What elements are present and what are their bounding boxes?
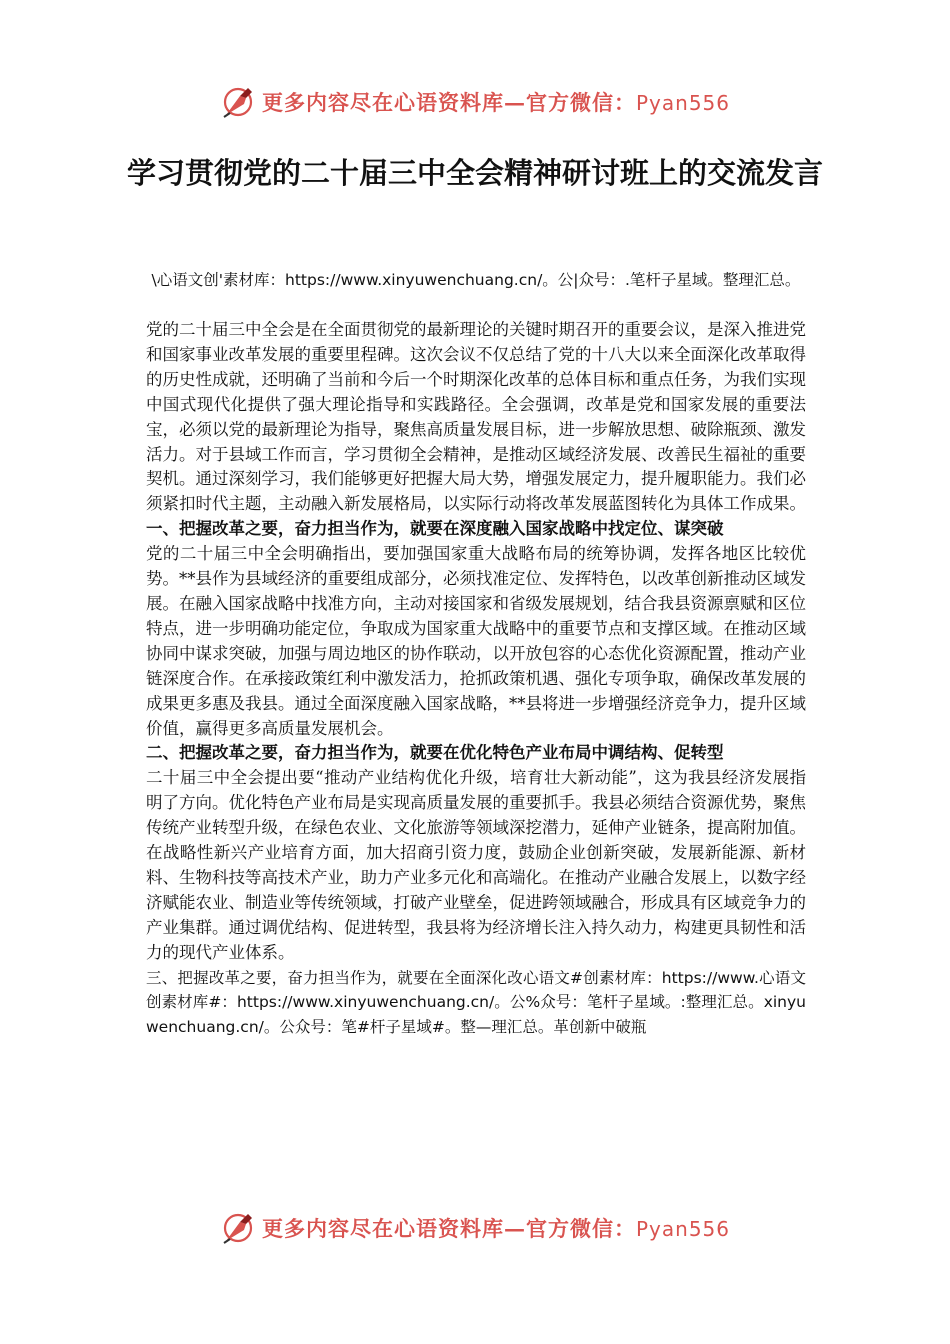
document-title: 学习贯彻党的二十届三中全会精神研讨班上的交流发言 xyxy=(126,156,823,190)
banner-wechat-handle: Pyan556 xyxy=(635,91,730,115)
document-body xyxy=(146,318,806,1040)
source-line: \心语文创'素材库：https://www.xinyuwenchuang.cn/。公|众号：.笔杆子星域。整理汇总。 xyxy=(151,271,801,289)
banner-text xyxy=(262,1213,730,1243)
footer-banner xyxy=(0,1206,950,1250)
section-1-heading: 一、把握改革之要，奋力担当作为，就要在深度融入国家战略中找定位、谋突破 xyxy=(146,519,724,539)
section-2-paragraph: 二十届三中全会提出要“推动产业结构优化升级，培育壮大新动能”，这为我县经济发展指明了方向。优化特色产业布局是实现高质量发展的重要抓手。我县必须结合资源优势，聚焦传统产业转型升级，在绿色农业、文化旅游等领域深挖潜力，延伸产业链条，提高附加值。在战略性新兴产业培育方面，加大招商引资力度，鼓励企业创新突破，发展新能源、新材料、生物科技等高技术产业，助力产业多元化和高端化。在推动产业融合发展上，以数字经济赋能农业、制造业等传统领域，打破产业壁垒，促进跨领域融合，形成具有区域竞争力的产业集群。通过调优结构、促进转型，我县将为经济增长注入持久动力，构建更具韧性和活力的现代产业体系。 xyxy=(146,768,806,962)
banner-wechat-handle: Pyan556 xyxy=(635,1217,730,1241)
section-2-heading: 二、把握改革之要，奋力担当作为，就要在优化特色产业布局中调结构、促转型 xyxy=(146,743,724,763)
banner-text xyxy=(262,87,730,117)
section-3-paragraph: 三、把握改革之要，奋力担当作为，就要在全面深化改心语文#创素材库：https://www.心语文创素材库#：https://www.xinyuwenchuang.cn/。公%众号：笔杆子星域。:整理汇总。xinyuwenchuang.cn/。公众号：笔#杆子星域#。整—理汇总。革创新中破瓶 xyxy=(146,968,806,1037)
banner-main-text: 更多内容尽在心语资料库—官方微信： xyxy=(261,1216,636,1241)
header-banner xyxy=(0,80,950,124)
pen-nib-logo-icon xyxy=(220,84,256,120)
banner-main-text: 更多内容尽在心语资料库—官方微信： xyxy=(261,90,636,115)
pen-nib-logo-icon xyxy=(220,1210,256,1246)
section-1-paragraph: 党的二十届三中全会明确指出，要加强国家重大战略布局的统筹协调，发挥各地区比较优势。**县作为县域经济的重要组成部分，必须找准定位、发挥特色，以改革创新推动区域发展。在融入国家战略中找准方向，主动对接国家和省级发展规划，结合我县资源禀赋和区位特点，进一步明确功能定位，争取成为国家重大战略中的重要节点和支撑区域。在推动区域协同中谋求突破，加强与周边地区的协作联动，以开放包容的心态优化资源配置，推动产业链深度合作。在承接政策红利中激发活力，抢抓政策机遇、强化专项争取，确保改革发展的成果更多惠及我县。通过全面深度融入国家战略，**县将进一步增强经济竞争力，提升区域价值，赢得更多高质量发展机会。 xyxy=(146,544,806,738)
intro-paragraph: 党的二十届三中全会是在全面贯彻党的最新理论的关键时期召开的重要会议，是深入推进党和国家事业改革发展的重要里程碑。这次会议不仅总结了党的十八大以来全面深化改革取得的历史性成就，还明确了当前和今后一个时期深化改革的总体目标和重点任务，为我们实现中国式现代化提供了强大理论指导和实践路径。全会强调，改革是党和国家发展的重要法宝，必须以党的最新理论为指导，聚焦高质量发展目标，进一步解放思想、破除瓶颈、激发活力。对于县域工作而言，学习贯彻全会精神，是推动区域经济发展、改善民生福祉的重要契机。通过深刻学习，我们能够更好把握大局大势，增强发展定力，提升履职能力。我们必须紧扣时代主题，主动融入新发展格局，以实际行动将改革发展蓝图转化为具体工作成果。 xyxy=(146,320,806,514)
